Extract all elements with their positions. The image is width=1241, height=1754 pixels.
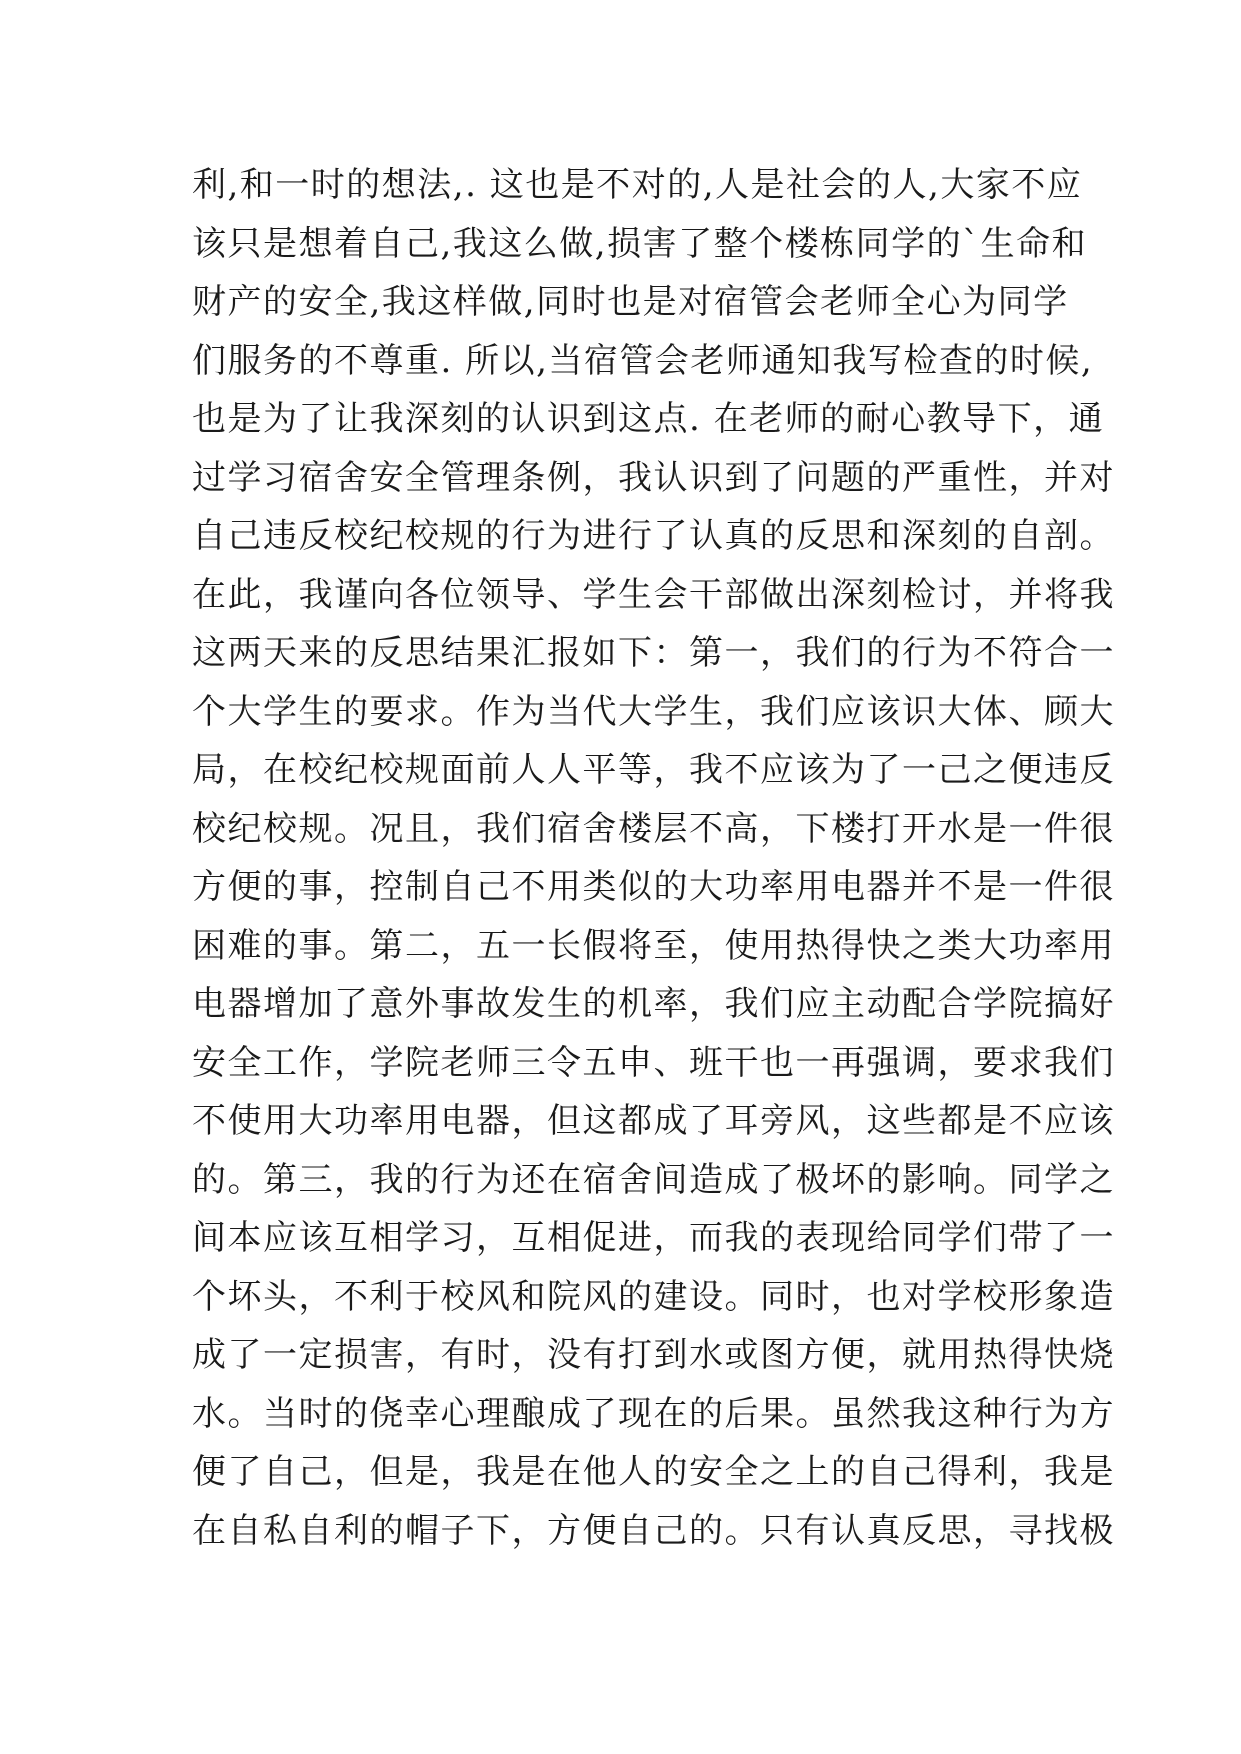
text-line: 成了一定损害，有时，没有打到水或图方便，就用热得快烧: [192, 1335, 1115, 1375]
text-line: 便了自己，但是，我是在他人的安全之上的自己得利，我是: [192, 1452, 1115, 1492]
text-line: 在此，我谨向各位领导、学生会干部做出深刻检讨，并将我: [192, 574, 1115, 615]
text-line: 水。当时的侥幸心理酿成了现在的后果。虽然我这种行为方: [192, 1393, 1115, 1434]
text-line: 财产的安全,我这样做,同时也是对宿管会老师全心为同学: [192, 282, 1069, 322]
text-line: 校纪校规。况且，我们宿舍楼层不高，下楼打开水是一件很: [192, 808, 1115, 849]
text-line: 局，在校纪校规面前人人平等，我不应该为了一己之便违反: [192, 750, 1115, 790]
text-line: 的。第三，我的行为还在宿舍间造成了极坏的影响。同学之: [192, 1159, 1115, 1200]
body-text: [192, 156, 1115, 1560]
text-line: 个大学生的要求。作为当代大学生，我们应该识大体、顾大: [192, 691, 1115, 732]
text-line: 安全工作，学院老师三令五申、班干也一再强调，要求我们: [192, 1042, 1115, 1083]
text-line: 也是为了让我深刻的认识到这点. 在老师的耐心教导下，通: [192, 399, 1105, 439]
text-line: 电器增加了意外事故发生的机率，我们应主动配合学院搞好: [192, 984, 1115, 1024]
text-line: 过学习宿舍安全管理条例，我认识到了问题的严重性，并对: [192, 457, 1115, 498]
text-line: 方便的事，控制自己不用类似的大功率用电器并不是一件很: [192, 867, 1115, 907]
text-line: 利,和一时的想法,. 这也是不对的,人是社会的人,大家不应: [192, 165, 1083, 205]
text-line: 在自私自利的帽子下，方便自己的。只有认真反思，寻找极: [192, 1510, 1115, 1551]
text-line: 不使用大功率用电器，但这都成了耳旁风，这些都是不应该: [192, 1101, 1115, 1141]
text-line: 个坏头，不利于校风和院风的建设。同时，也对学校形象造: [192, 1276, 1115, 1317]
text-line: 自己违反校纪校规的行为进行了认真的反思和深刻的自剖。: [192, 516, 1115, 556]
text-line: 困难的事。第二，五一长假将至，使用热得快之类大功率用: [192, 925, 1115, 966]
text-line: 这两天来的反思结果汇报如下：第一，我们的行为不符合一: [192, 633, 1115, 673]
text-line: 间本应该互相学习，互相促进，而我的表现给同学们带了一: [192, 1218, 1115, 1258]
text-line: 们服务的不尊重. 所以,当宿管会老师通知我写检查的时候,: [192, 340, 1094, 381]
text-line: 该只是想着自己,我这么做,损害了整个楼栋同学的`生命和: [192, 223, 1088, 264]
